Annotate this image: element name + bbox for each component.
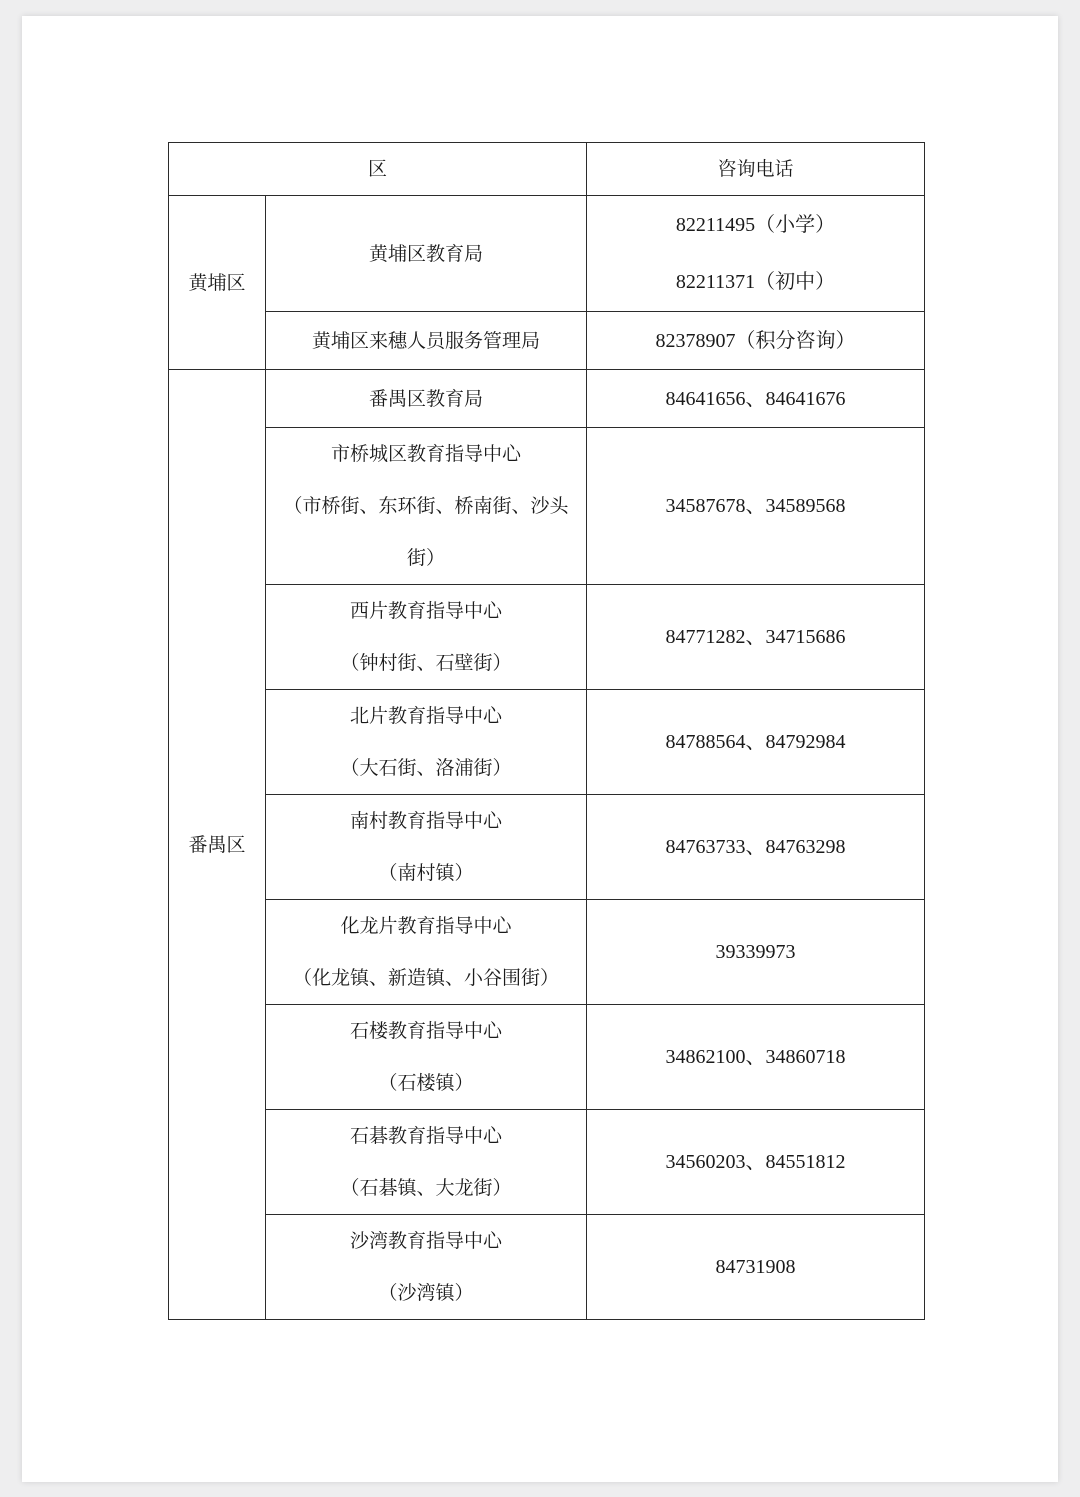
org-area: （化龙镇、新造镇、小谷围街） (293, 967, 560, 989)
phone-cell: 84641656、84641676 (587, 370, 925, 428)
header-district: 区 (169, 143, 587, 196)
phone-cell: 84731908 (587, 1215, 925, 1320)
district-cell-panyu: 番禺区 (169, 370, 266, 1320)
table-row (169, 312, 925, 370)
table-row (169, 900, 925, 1005)
phone-cell: 34560203、84551812 (587, 1110, 925, 1215)
table-row (169, 1110, 925, 1215)
phone-cell (587, 196, 925, 312)
org-cell: 黄埔区来穗人员服务管理局 (266, 312, 587, 370)
org-area: （沙湾镇） (378, 1282, 474, 1304)
contact-table (168, 142, 925, 1320)
org-cell (266, 795, 587, 900)
org-area: （南村镇） (378, 862, 474, 884)
org-name: 化龙片教育指导中心 (340, 915, 512, 937)
table-row (169, 370, 925, 428)
org-cell (266, 1110, 587, 1215)
org-cell (266, 900, 587, 1005)
phone-cell: 84763733、84763298 (587, 795, 925, 900)
phone-cell: 84771282、34715686 (587, 585, 925, 690)
org-name: 北片教育指导中心 (350, 705, 503, 727)
org-name: 沙湾教育指导中心 (350, 1230, 503, 1252)
table-header-row (169, 143, 925, 196)
org-cell (266, 370, 587, 428)
phone-line: 82211495（小学） (675, 213, 836, 236)
phone-line: 82211371（初中） (675, 270, 836, 293)
table-row (169, 196, 925, 312)
table-row (169, 1215, 925, 1320)
table-row (169, 690, 925, 795)
org-cell (266, 690, 587, 795)
org-area: （石碁镇、大龙街） (340, 1177, 512, 1199)
org-area: （石楼镇） (378, 1072, 474, 1094)
table-row (169, 428, 925, 585)
phone-cell: 34862100、34860718 (587, 1005, 925, 1110)
org-name: 市桥城区教育指导中心 (331, 443, 522, 465)
org-area: （市桥街、东环街、桥南街、沙头街） (283, 495, 569, 569)
org-cell: 黄埔区教育局 (266, 196, 587, 312)
org-name: 番禺区教育局 (369, 387, 484, 410)
phone-cell: 82378907（积分咨询） (587, 312, 925, 370)
org-name: 南村教育指导中心 (350, 810, 503, 832)
org-cell (266, 1005, 587, 1110)
header-phone: 咨询电话 (587, 143, 925, 196)
phone-cell: 84788564、84792984 (587, 690, 925, 795)
org-cell (266, 1215, 587, 1320)
phone-cell: 34587678、34589568 (587, 428, 925, 585)
org-name: 石碁教育指导中心 (350, 1125, 503, 1147)
district-cell-huangpu: 黄埔区 (169, 196, 266, 370)
org-cell (266, 585, 587, 690)
phone-cell: 39339973 (587, 900, 925, 1005)
table-row (169, 1005, 925, 1110)
org-name: 石楼教育指导中心 (350, 1020, 503, 1042)
document-page (22, 16, 1058, 1482)
table-row (169, 585, 925, 690)
table-row (169, 795, 925, 900)
org-name: 西片教育指导中心 (350, 600, 503, 622)
org-cell (266, 428, 587, 585)
org-area: （大石街、洛浦街） (340, 757, 512, 779)
org-area: （钟村街、石壁街） (340, 652, 512, 674)
